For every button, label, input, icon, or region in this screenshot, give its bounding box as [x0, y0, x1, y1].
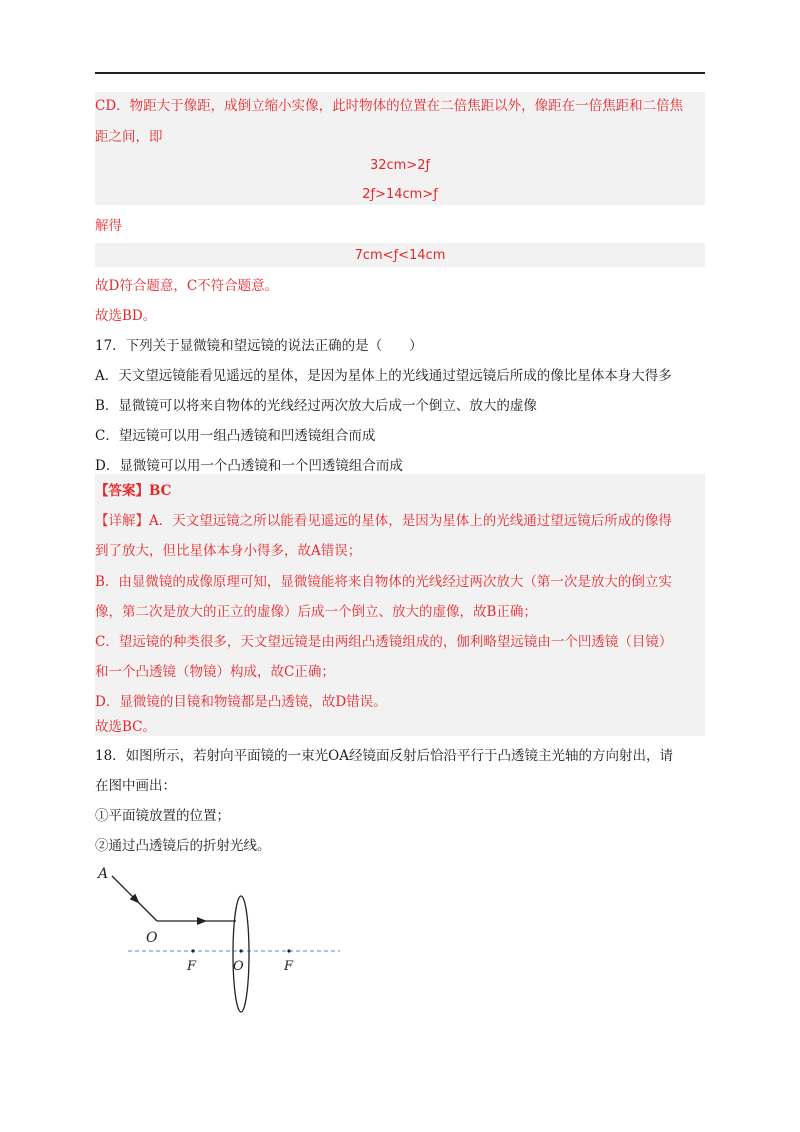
question17-option-d: D．显微镜可以用一个凸透镜和一个凹透镜组合而成: [95, 458, 403, 474]
answer17-detail5: C．望远镜的种类很多，天文望远镜是由两组凸透镜组成的，伽利略望远镜由一个凹透镜（目镜）: [95, 634, 673, 650]
answer17-detail7: D．显微镜的目镜和物镜都是凸透镜，故D错误。: [95, 694, 387, 710]
label-o-lens: O: [233, 959, 244, 974]
question17-stem: 17．下列关于显微镜和望远镜的说法正确的是（ ）: [95, 338, 423, 354]
solution16-formula3: 7cm<ƒ<14cm: [354, 248, 446, 263]
solution16-conclusion: 故D符合题意，C不符合题意。: [95, 278, 279, 294]
focal-point-right: [287, 949, 290, 952]
solution16-jiede: 解得: [95, 218, 122, 234]
question18-line1: 18．如图所示，若射向平面镜的一束光OA经镜面反射后恰沿平行于凸透镜主光轴的方向射出，请: [95, 748, 673, 764]
answer17-detail1: 【详解】A．天文望远镜之所以能看见遥远的星体，是因为星体上的光线通过望远镜后所成的像得: [95, 513, 672, 529]
question17-option-c: C．望远镜可以用一组凸透镜和凹透镜组合而成: [95, 428, 376, 444]
header-rule: [95, 72, 705, 74]
answer17-detail6: 和一个凸透镜（物镜）构成，故C正确；: [95, 664, 335, 680]
answer17-detail4: 像，第二次是放大的正立的虚像）后成一个倒立、放大的虚像，故B正确；: [95, 604, 537, 620]
solution16-formula1: 32cm>2ƒ: [369, 158, 431, 173]
label-a: A: [98, 866, 109, 882]
question18-line2: 在图中画出：: [95, 778, 176, 794]
solution16-choose: 故选BD。: [95, 308, 157, 324]
optical-center: [239, 949, 242, 952]
label-f-right: F: [284, 959, 294, 974]
question17-option-b: B．显微镜可以将来自物体的光线经过两次放大后成一个倒立、放大的虚像: [95, 398, 537, 414]
solution16-line1: CD．物距大于像距，成倒立缩小实像，此时物体的位置在二倍焦距以外，像距在一倍焦距和二倍焦: [95, 98, 684, 114]
question18-item2: ②通过凸透镜后的折射光线。: [95, 838, 271, 854]
answer17-choose: 故选BC。: [95, 719, 157, 735]
solution16-line2: 距之间，即: [95, 129, 163, 145]
question18-item1: ①平面镜放置的位置；: [95, 808, 230, 824]
solution16-formula2: 2ƒ>14cm>ƒ: [362, 187, 438, 202]
label-o: O: [146, 930, 158, 946]
label-f-left: F: [187, 959, 197, 974]
answer17-detail2: 到了放大，但比星体本身小得多，故A错误；: [95, 543, 362, 559]
focal-point-left: [191, 949, 194, 952]
question17-option-a: A．天文望远镜能看见遥远的星体，是因为星体上的光线通过望远镜后所成的像比星体本身大得多: [95, 368, 672, 384]
answer17-label: 【答案】BC: [95, 483, 172, 499]
answer17-detail3: B．由显微镜的成像原理可知，显微镜能将来自物体的光线经过两次放大（第一次是放大的倒立实: [95, 574, 672, 590]
convex-lens: [233, 896, 249, 1012]
optics-figure: [90, 858, 360, 1018]
incident-ray-tail: [134, 898, 157, 921]
incident-ray: [112, 876, 136, 900]
